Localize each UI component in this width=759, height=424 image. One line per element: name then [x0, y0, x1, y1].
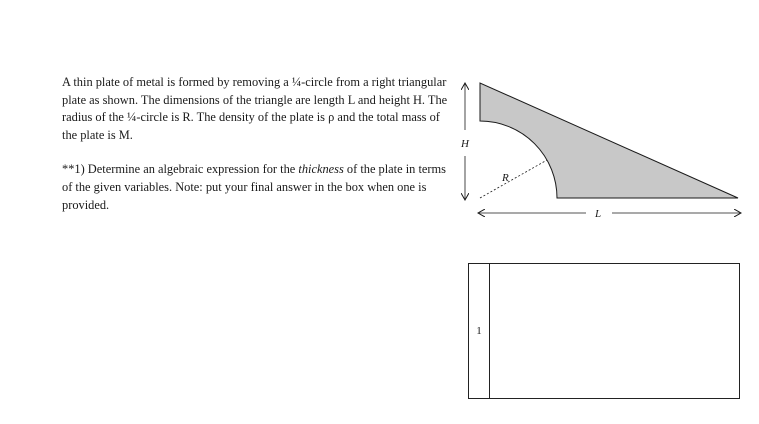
radius-dashed-line — [480, 160, 547, 198]
answer-number-cell — [469, 264, 490, 398]
metal-plate-shape — [480, 83, 738, 198]
label-height: H — [461, 138, 469, 150]
label-length: L — [595, 208, 602, 220]
question-prefix: **1) Determine an algebraic expression for the — [62, 162, 299, 177]
answer-input-area[interactable] — [490, 264, 739, 398]
label-radius: R — [502, 172, 509, 184]
question-emphasis: thickness — [298, 162, 344, 177]
problem-statement — [62, 74, 452, 214]
answer-number: 1 — [476, 325, 482, 337]
problem-question — [62, 161, 452, 214]
answer-box — [468, 263, 740, 399]
question-suffix: of the plate in terms of the given variables. Note: put your final answer in the box when one is provided. — [62, 162, 446, 212]
plate-diagram — [450, 70, 750, 230]
problem-intro: A thin plate of metal is formed by removing a ¼-circle from a right triangular plate as shown. The dimensions of the triangle are length L and height H. The radius of the ¼-circle is R. The density of the plate is ρ and the total mass of the plate is M. — [62, 75, 448, 142]
